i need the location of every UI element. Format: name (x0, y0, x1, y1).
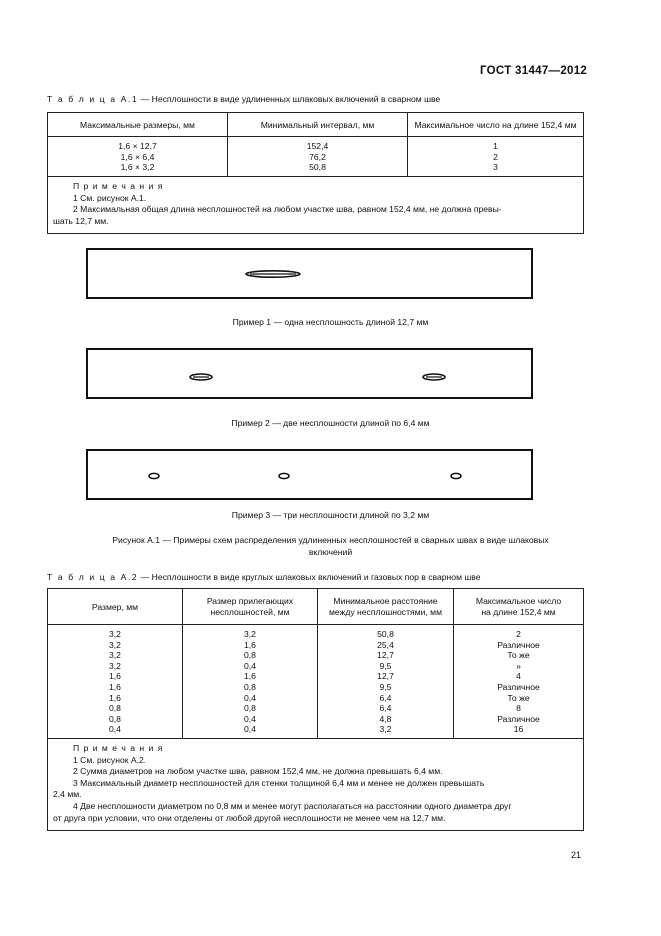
table-cell: 3,2 (244, 629, 256, 639)
table-cell: 3,2 (109, 629, 121, 639)
discontinuity-mark (451, 473, 461, 478)
table-a2 (47, 588, 584, 831)
figure-a1-title (40, 535, 621, 558)
figure-title-line: Рисунок А.1 — Примеры схем распределения удлиненных несплошностей в сварных швах в виде шлаковых (112, 535, 549, 545)
table-a2-col-adjacent (183, 625, 318, 739)
discontinuity-mark (279, 473, 289, 478)
table-cell: То же (507, 692, 530, 703)
table-cell: » (516, 660, 521, 671)
table-cell: 1,6 (244, 671, 256, 682)
table-cell: 3 (493, 162, 498, 173)
table-cell: Различное (497, 639, 540, 650)
example-2-label: Пример 2 — две несплошности длиной по 6,4 мм (231, 418, 430, 428)
note-line: 2,4 мм. (53, 789, 82, 800)
header-line: Размер прилегающих (206, 595, 294, 606)
header-line: между несплошностями, мм (328, 606, 442, 617)
table-a1-caption (47, 94, 440, 104)
note-line: 4 Две несплошности диаметром по 0,8 мм и менее могут располагаться на расстоянии одного диаметра друг (73, 800, 512, 811)
document-code: ГОСТ 31447—2012 (480, 65, 588, 77)
table-a1 (47, 112, 584, 234)
table-cell: 0,8 (244, 703, 256, 714)
table-cell: 3,2 (109, 660, 121, 671)
table-a1-header-interval: Минимальный интервал, мм (228, 113, 408, 137)
table-cell: 9,5 (379, 660, 392, 671)
table-cell: 0,4 (244, 660, 256, 671)
discontinuity-mark (149, 473, 159, 478)
table-cell: 2 (493, 151, 498, 162)
note-line: шать 12,7 мм. (53, 215, 109, 226)
header-line: Минимальное расстояние (333, 595, 438, 606)
table-cell: 0,4 (244, 713, 256, 724)
table-a1-col-interval (228, 137, 408, 177)
table-cell: 1,6 (109, 671, 121, 682)
example-3-label: Пример 3 — три несплошности длиной по 3,2 мм (231, 510, 430, 520)
table-a2-header-adjacent (183, 589, 318, 625)
notes-title: П р и м е ч а н и я (73, 181, 164, 191)
table-cell: 50,8 (377, 629, 394, 639)
note-line: 1 См. рисунок А.2. (73, 754, 147, 765)
example-1-label: Пример 1 — одна несплошность длиной 12,7 мм (232, 317, 429, 327)
table-cell: 3,2 (109, 650, 121, 661)
page-number: 21 (571, 850, 582, 860)
table-cell: 0,8 (109, 713, 121, 724)
table-cell: 76,2 (309, 151, 326, 162)
table-cell: 0,4 (244, 724, 256, 735)
table-cell: 1,6 × 12,7 (118, 141, 157, 151)
table-a1-data-row (48, 137, 584, 177)
table-cell: 0,8 (109, 703, 121, 714)
table-cell: 6,4 (379, 703, 392, 714)
table-cell: 4,8 (379, 713, 392, 724)
note-line: 2 Сумма диаметров на любом участке шва, равном 152,4 мм, не должна превышать 6,4 мм. (73, 766, 443, 777)
table-a2-caption-prefix: Т а б л и ц а А.2 (47, 572, 139, 582)
table-cell: 1,6 (109, 692, 121, 703)
table-a1-col-count (408, 137, 584, 177)
header-line: Максимальное число (475, 595, 562, 606)
table-cell: 4 (516, 671, 521, 682)
table-cell: 8 (516, 703, 521, 714)
figure-title-line: включений (308, 546, 353, 557)
table-a1-col-size (48, 137, 228, 177)
table-a2-caption-text: — Несплошности в виде круглых шлаковых включений и газовых пор в сварном шве (138, 572, 481, 582)
table-a2-col-distance (318, 625, 454, 739)
table-cell: 50,8 (309, 162, 326, 173)
weld-strip-example-2 (86, 348, 533, 399)
weld-strip-example-3 (86, 449, 533, 500)
table-a1-header-size: Максимальные размеры, мм (48, 113, 228, 137)
header-line: на длине 152,4 мм (481, 606, 556, 617)
table-cell: 6,4 (379, 692, 392, 703)
table-cell: 1,6 (244, 639, 256, 650)
table-a2-header-count (454, 589, 584, 625)
note-line: от друга при условии, что они отделены от любой другой несплошности не менее чем на 12,7 мм. (53, 812, 446, 823)
table-a1-notes (48, 177, 584, 234)
table-cell: 1 (493, 141, 498, 151)
table-a2-data-row (48, 625, 584, 739)
notes-title: П р и м е ч а н и я (73, 742, 164, 753)
table-cell: То же (507, 650, 530, 661)
table-cell: 12,7 (377, 650, 394, 661)
table-a2-header-size: Размер, мм (48, 589, 183, 625)
table-cell: Различное (497, 681, 540, 692)
table-a1-caption-text: — Несплошности в виде удлиненных шлаковых включений в сварном шве (138, 94, 441, 104)
table-a2-col-size (48, 625, 183, 739)
table-cell: 1,6 (109, 681, 121, 692)
table-cell: 12,7 (377, 671, 394, 682)
table-a2-caption (47, 572, 481, 582)
table-a2-header-distance (318, 589, 454, 625)
table-a1-header-count: Максимальное число на длине 152,4 мм (408, 113, 584, 137)
table-cell: 0,8 (244, 650, 256, 661)
note-line: 3 Максимальный диаметр несплошностей для стенки толщиной 6,4 мм и менее не должен превышать (73, 777, 485, 788)
table-cell: Различное (497, 713, 540, 724)
table-cell: 16 (513, 724, 524, 735)
table-cell: 2 (516, 629, 521, 639)
table-cell: 0,4 (244, 692, 256, 703)
note-line: 2 Максимальная общая длина несплошностей на любом участке шва, равном 152,4 мм, не должна превы- (73, 204, 502, 215)
table-cell: 1,6 × 3,2 (120, 162, 155, 173)
weld-strip-example-1 (86, 248, 533, 299)
table-cell: 0,4 (109, 724, 121, 735)
header-line: несплошностей, мм (210, 606, 290, 617)
table-cell: 9,5 (379, 681, 392, 692)
table-cell: 3,2 (379, 724, 392, 735)
table-cell: 1,6 × 6,4 (120, 151, 155, 162)
table-cell: 25,4 (377, 639, 394, 650)
table-cell: 3,2 (109, 639, 121, 650)
table-a1-caption-prefix: Т а б л и ц а А.1 (47, 94, 139, 104)
table-cell: 152,4 (306, 141, 329, 151)
note-line: 1 См. рисунок А.1. (73, 192, 147, 203)
table-a2-col-count (454, 625, 584, 739)
table-cell: 0,8 (244, 681, 256, 692)
table-a2-notes (48, 738, 584, 830)
